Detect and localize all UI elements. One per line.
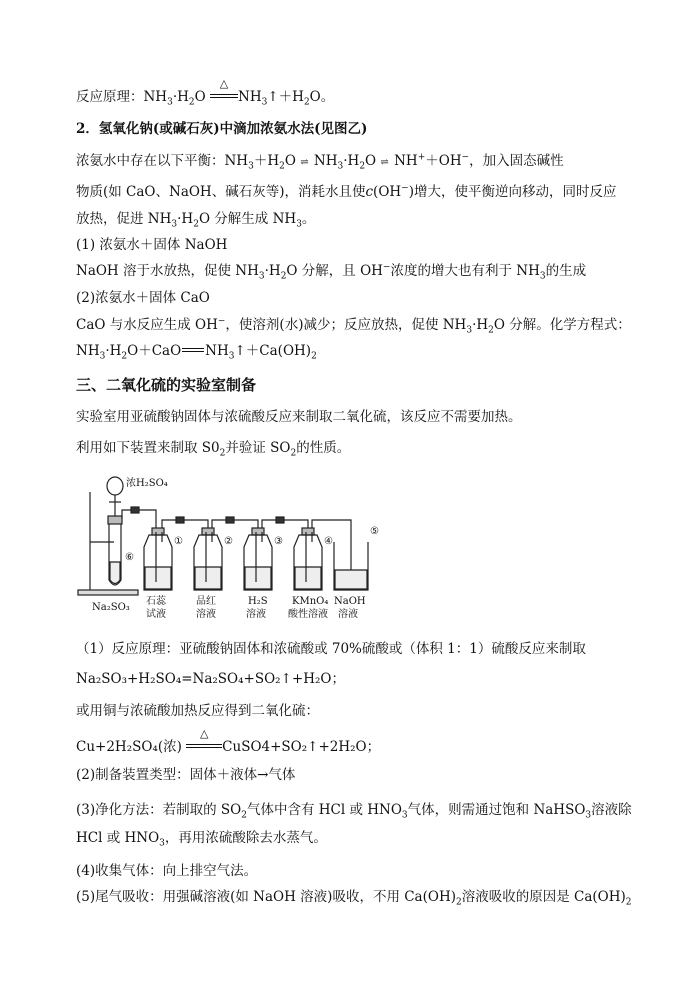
- bottle-1: [144, 528, 172, 590]
- reaction-principle-line: 反应原理：$NH_3\cdot H_2O$ △ $NH_3↑+H_2O$。: [76, 77, 335, 108]
- paragraph-line: 放热，促进 $NH_3\cdot H_2O$ 分解生成 $NH_3$。: [76, 211, 316, 230]
- bottle-4: [294, 528, 322, 590]
- text-line: (5)尾气吸收：用强碱溶液(如 NaOH 溶液)吸收，不用 $Ca(OH)_2$溶液吸收的原因是 $Ca(OH)_2$: [76, 889, 632, 908]
- bottle-4-number: ④: [324, 536, 333, 547]
- dropping-funnel: [107, 477, 123, 495]
- acid-label: 浓H₂SO₄: [126, 478, 168, 489]
- flask-label: Na₂SO₃: [92, 602, 130, 613]
- bottle-1-label-2: 试液: [146, 609, 166, 620]
- text-line: (3)净化方法：若制取的 $SO_2$气体中含有 HCl 或 $HNO_3$气体，则需通过饱和 NaHSO$_3$溶液除: [76, 802, 632, 821]
- bottle-3: [244, 528, 272, 590]
- bottle-3-label-2: 溶液: [246, 609, 266, 620]
- equation-line: Na₂SO₃+H₂SO₄=Na₂SO₄+SO₂↑+H₂O；: [76, 671, 345, 687]
- text-line: 实验室用亚硫酸钠固体与浓硫酸反应来制取二氧化硫，该反应不需要加热。: [76, 409, 522, 425]
- text-line: （1）反应原理：亚硫酸钠固体和浓硫酸或 70%硫酸或（体积 1：1）硫酸反应来制取: [76, 641, 586, 657]
- bottle-2-label-2: 溶液: [196, 609, 216, 620]
- bottle-3-number: ③: [274, 536, 283, 547]
- bottle-1-number: ①: [174, 536, 183, 547]
- subitem-1-desc: NaOH 溶于水放热，促使 $NH_3\cdot H_2O$ 分解，且 OH−浓度的增大也有利于 $NH_3$的生成: [76, 262, 587, 282]
- section-heading-3: 三、二氧化硫的实验室制备: [76, 376, 257, 394]
- flask-number: ⑥: [125, 552, 134, 563]
- bottle-1-label-1: 石蕊: [146, 596, 166, 607]
- text-line: 或用铜与浓硫酸加热反应得到二氧化硫：: [76, 703, 319, 719]
- chemical-equation: $NH_3\cdot H_2O+CaO$ $NH_3↑+Ca(OH)_2$: [76, 343, 317, 362]
- text-line: (2)制备装置类型：固体＋液体→气体: [76, 767, 296, 783]
- bottle-4-label-2: 酸性溶液: [288, 609, 328, 620]
- heat-equals-sign: △: [186, 738, 222, 756]
- beaker-label-1: NaOH: [334, 596, 366, 607]
- text-line: HCl 或 $HNO_3$，再用浓硫酸除去水蒸气。: [76, 830, 327, 849]
- equation-line: Cu+2H₂SO₄(浓) △ CuSO4+SO₂↑+2H₂O；: [76, 727, 381, 755]
- heat-equals-sign: △: [210, 88, 238, 106]
- bottle-4-label-1: KMnO₄: [292, 596, 329, 607]
- subitem-2-desc: CaO 与水反应生成 OH−，使溶剂(水)减少；反应放热，促使 $NH_3\cdot H_2O$ 分解。化学方程式：: [76, 316, 631, 336]
- bottle-2-number: ②: [224, 536, 233, 547]
- so2-apparatus-diagram: [76, 472, 426, 622]
- beaker-label-2: 溶液: [338, 609, 358, 620]
- section-heading-2: 2．氢氧化钠(或碱石灰)中滴加浓氨水法(见图乙): [76, 121, 368, 137]
- reversible-arrow-icon: ⇌: [380, 157, 390, 168]
- equals-sign: [182, 348, 204, 352]
- equilibrium-line: 浓氨水中存在以下平衡：$NH_3+H_2O$ ⇌ $NH_3\cdot H_2O$ ⇌ NH+＋OH−，加入固态碱性: [76, 152, 564, 172]
- paragraph-line: 物质(如 CaO、NaOH、碱石灰等)，消耗水且使c(OH−)增大，使平衡逆向移动，同时反应: [76, 183, 617, 200]
- subitem-2: (2)浓氨水＋固体 CaO: [76, 290, 210, 306]
- bottle-3-label-1: H₂S: [248, 596, 268, 607]
- bottle-2: [194, 528, 222, 590]
- text-line: 利用如下装置来制取 $S0_2$并验证 $SO_2$的性质。: [76, 440, 351, 459]
- stand-base: [78, 590, 138, 595]
- bottle-2-label-1: 品红: [196, 596, 216, 607]
- subitem-1: (1) 浓氨水＋固体 NaOH: [76, 237, 228, 253]
- beaker-number: ⑤: [370, 526, 379, 537]
- reversible-arrow-icon: ⇌: [300, 157, 310, 168]
- text-line: (4)收集气体：向上排空气法。: [76, 863, 258, 879]
